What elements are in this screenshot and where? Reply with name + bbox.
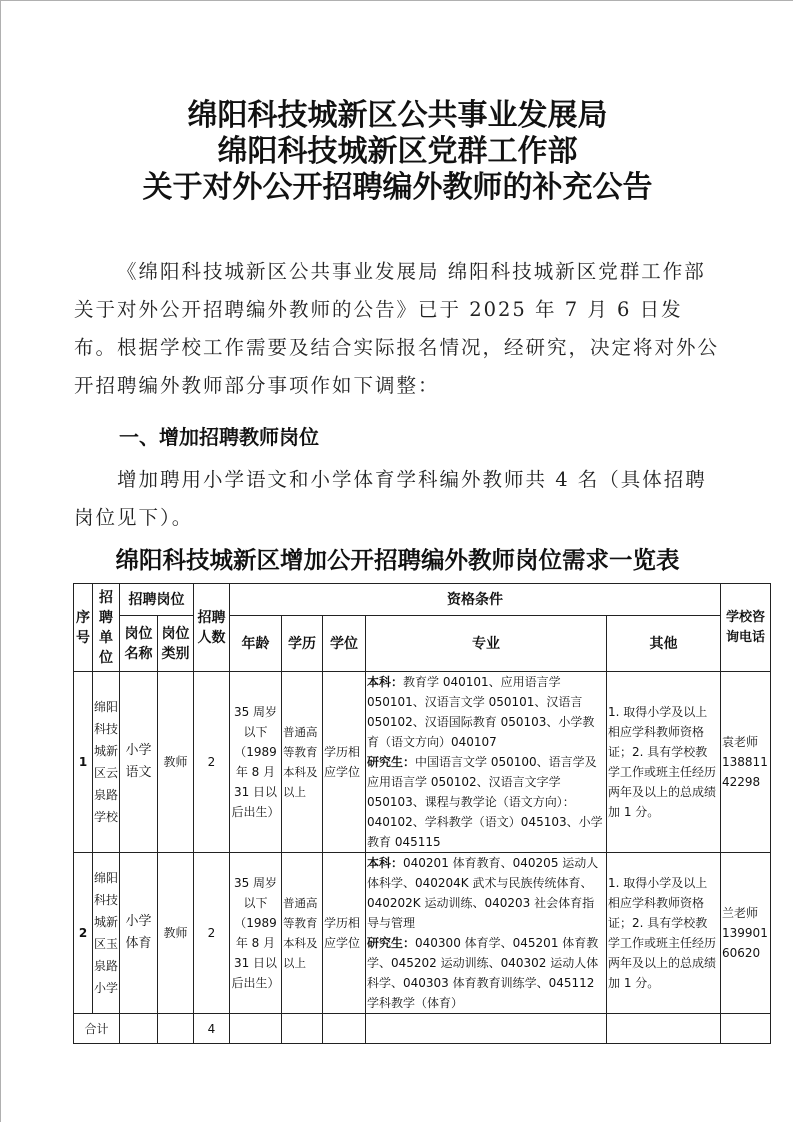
major-undergrad-label: 本科： (367, 856, 404, 870)
cell-major (366, 853, 607, 1014)
cell-education: 普通高等教育本科及以上 (282, 853, 323, 1014)
cell-count: 2 (194, 853, 230, 1014)
cell-position-type: 教师 (158, 672, 194, 853)
major-grad-text: 中国语言文学 050100、语言学及应用语言学 050102、汉语言文字学 050103、课程与教学论（语文方向）：040102、学科教学（语文）045103、小学教育 045115 (367, 755, 603, 849)
cell-age: 35 周岁以下（1989 年 8 月 31 日以后出生） (230, 672, 282, 853)
cell-major (366, 672, 607, 853)
total-empty-cell (323, 1014, 366, 1044)
header-major: 专业 (366, 616, 607, 672)
document-title (1, 98, 793, 206)
cell-degree: 学历相应学位 (323, 853, 366, 1014)
header-seq: 序号 (74, 584, 93, 672)
title-line-2: 绵阳科技城新区党群工作部 (217, 134, 578, 169)
header-unit: 招聘单位 (93, 584, 120, 672)
cell-position-name: 小学体育 (120, 853, 158, 1014)
title-line-1: 绵阳科技城新区公共事业发展局 (187, 98, 608, 133)
header-age: 年龄 (230, 616, 282, 672)
header-qualifications: 资格条件 (230, 584, 721, 616)
total-empty-cell (366, 1014, 607, 1044)
total-empty-cell (607, 1014, 721, 1044)
position-requirements-table (73, 583, 771, 1044)
cell-position-name: 小学语文 (120, 672, 158, 853)
contact-name: 袁老师 (722, 735, 759, 749)
header-degree: 学位 (323, 616, 366, 672)
header-row-2 (74, 616, 771, 672)
table-title: 绵阳科技城新区增加公开招聘编外教师岗位需求一览表 (115, 546, 680, 574)
major-grad-text: 040300 体育学、045201 体育教学、045202 运动训练、040302 运动人体科学、040303 体育教育训练学、045112 学科教学（体育） (367, 936, 599, 1010)
cell-age: 35 周岁以下（1989 年 8 月 31 日以后出生） (230, 853, 282, 1014)
total-row (74, 1014, 771, 1044)
total-empty-cell (721, 1014, 771, 1044)
header-row-1 (74, 584, 771, 616)
total-label: 合计 (74, 1014, 120, 1044)
header-education: 学历 (282, 616, 323, 672)
total-count: 4 (194, 1014, 230, 1044)
title-line-3: 关于对外公开招聘编外教师的补充公告 (142, 170, 653, 205)
contact-phone: 13881142298 (722, 755, 768, 789)
header-other: 其他 (607, 616, 721, 672)
cell-seq: 2 (74, 853, 93, 1014)
major-undergrad-label: 本科： (367, 675, 404, 689)
header-count: 招聘人数 (194, 584, 230, 672)
contact-phone: 13990160620 (722, 926, 768, 960)
table-row (74, 672, 771, 853)
cell-education: 普通高等教育本科及以上 (282, 672, 323, 853)
cell-unit: 绵阳科技城新区玉泉路小学 (93, 853, 120, 1014)
major-grad-label: 研究生： (367, 936, 416, 950)
intro-paragraph (74, 253, 724, 405)
header-position-group: 招聘岗位 (120, 584, 194, 616)
cell-contact (721, 672, 771, 853)
major-grad-label: 研究生： (367, 755, 416, 769)
table-row (74, 853, 771, 1014)
major-undergrad-text: 教育学 040101、应用语言学 050101、汉语言文学 050101、汉语言 050102、汉语国际教育 050103、小学教育（语文方向）040107 (367, 675, 595, 749)
cell-other: 1. 取得小学及以上相应学科教师资格证；2. 具有学校教学工作或班主任经历两年及以上的总成绩加 1 分。 (607, 672, 721, 853)
cell-contact (721, 853, 771, 1014)
contact-name: 兰老师 (722, 906, 759, 920)
cell-seq: 1 (74, 672, 93, 853)
header-contact: 学校咨询电话 (721, 584, 771, 672)
section-1-paragraph (74, 461, 724, 537)
total-empty-cell (120, 1014, 158, 1044)
section-1-heading: 一、增加招聘教师岗位 (119, 425, 319, 449)
cell-degree: 学历相应学位 (323, 672, 366, 853)
total-empty-cell (158, 1014, 194, 1044)
cell-count: 2 (194, 672, 230, 853)
header-position-name: 岗位名称 (120, 616, 158, 672)
header-position-type: 岗位类别 (158, 616, 194, 672)
major-undergrad-text: 040201 体育教育、040205 运动人体科学、040204K 武术与民族传统体育、040202K 运动训练、040203 社会体育指导与管理 (367, 856, 599, 930)
section-1-paragraph-text: 增加聘用小学语文和小学体育学科编外教师共 4 名（具体招聘岗位见下）。 (74, 468, 707, 529)
cell-unit: 绵阳科技城新区云泉路学校 (93, 672, 120, 853)
total-empty-cell (230, 1014, 282, 1044)
total-empty-cell (282, 1014, 323, 1044)
cell-other: 1. 取得小学及以上相应学科教师资格证；2. 具有学校教学工作或班主任经历两年及以上的总成绩加 1 分。 (607, 853, 721, 1014)
cell-position-type: 教师 (158, 853, 194, 1014)
intro-paragraph-text: 《绵阳科技城新区公共事业发展局 绵阳科技城新区党群工作部关于对外公开招聘编外教师的公告》已于 2025 年 7 月 6 日发布。根据学校工作需要及结合实际报名情况，经研究，决定将对外公开招聘编外教师部分事项作如下调整： (74, 260, 720, 397)
